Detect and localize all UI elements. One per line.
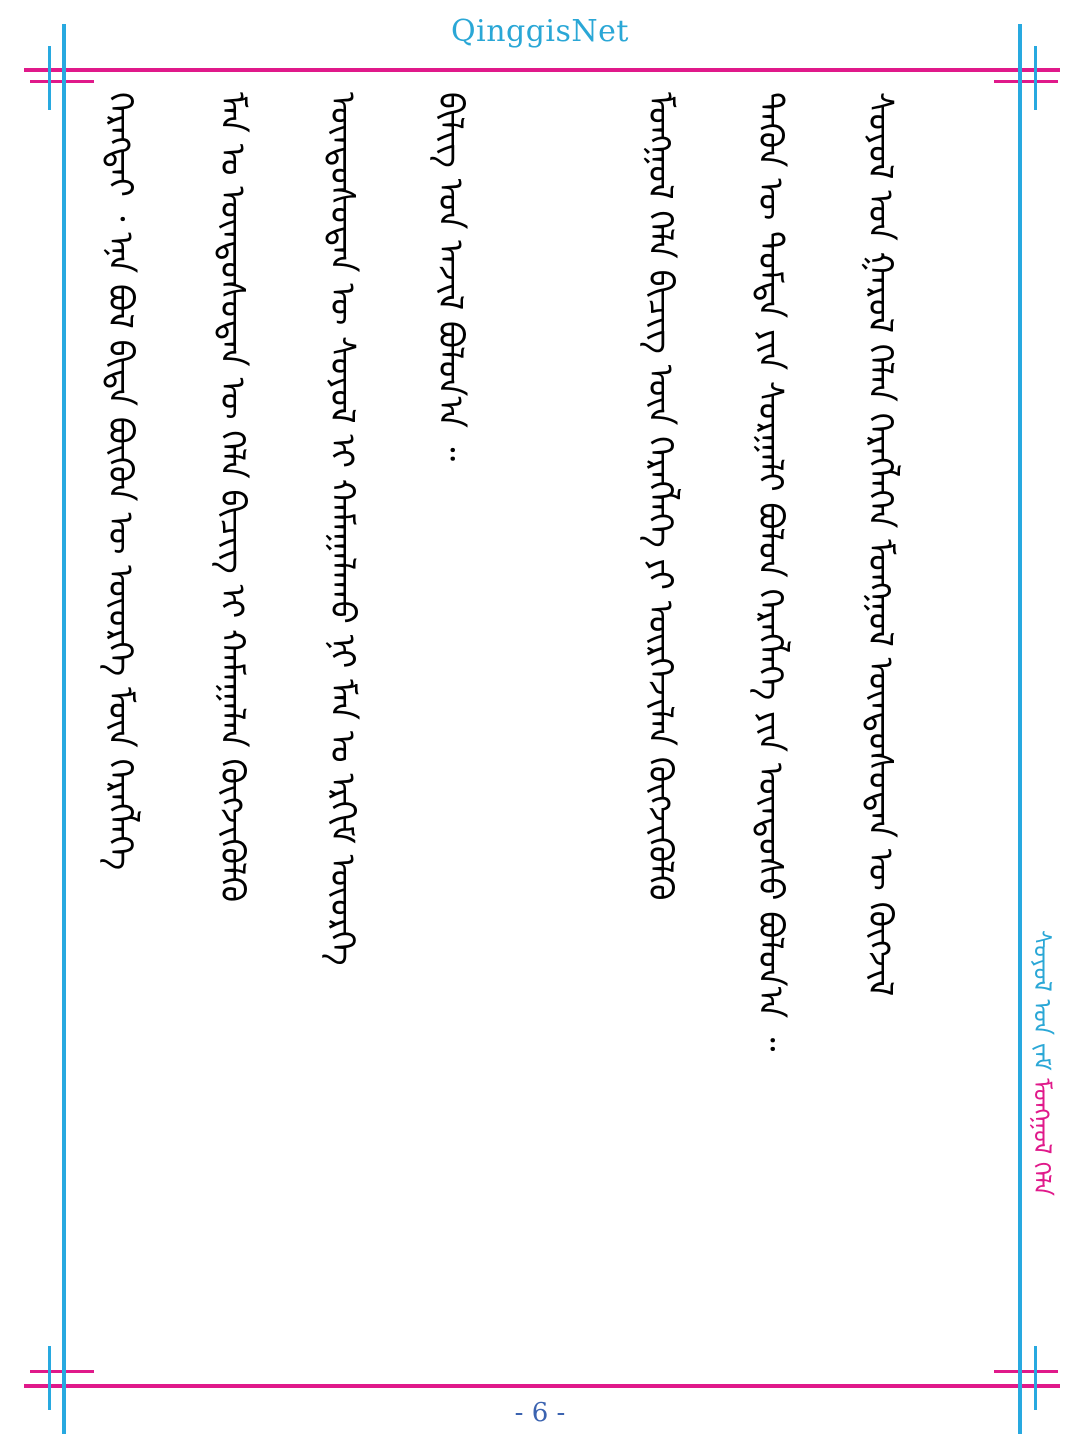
text-column: ᠬᠡᠷᠡᠭᠲᠡᠢ ᠂ ᠡᠨᠡ ᠪᠣᠯ ᠪᠢᠳᠡ ᠪᠦᠬᠦᠨ ᠦ ᠦᠦᠷᠭᠡ ᠮᠥᠨ ᠬᠡᠷᠡᠭᠯᠡᠭᠡ bbox=[100, 92, 140, 871]
frame-top-corner-right bbox=[994, 80, 1058, 83]
text-column: ᠲᠡᠭᠦᠨ ᠦ ᠳᠤᠮᠳᠠ ᠶᠢᠨ ᠰᠤᠷᠭᠠᠯᠢ ᠪᠣᠯᠣᠨ ᠬᠡᠷᠡᠭᠯᠡᠭᠡ ᠶᠢᠨ ᠦᠨᠳᠦᠰᠦ ᠪᠣᠯᠤᠨ᠎ᠠ ᠃ bbox=[750, 92, 790, 1052]
frame-bottom-corner-right bbox=[994, 1370, 1058, 1373]
header-brand: QinggisNet bbox=[451, 14, 629, 49]
frame-top-line bbox=[24, 68, 1060, 72]
side-title-part1: ᠰᠣᠶᠣᠯ ᠤᠨ ᠵᠠᠮ bbox=[1028, 930, 1056, 1079]
page-number: - 6 - bbox=[514, 1398, 566, 1428]
text-column: ᠪᠢᠯᠢᠭ ᠤᠨ ᠠᠵᠢᠯ ᠪᠣᠯᠤᠨ᠎ᠠ ᠃ bbox=[430, 92, 470, 462]
frame-bottom-line bbox=[24, 1384, 1060, 1388]
text-column: ᠦᠨᠳᠦᠰᠦᠲᠡᠨ ᠦ ᠰᠣᠶᠣᠯ ᠢ ᠬᠠᠮᠠᠭᠠᠯᠠᠬᠤ ᠨᠢ ᠮᠠᠨ ᠤ ᠡᠷᠬᠢᠮ ᠦᠦᠷᠭᠡ bbox=[322, 92, 362, 966]
text-column: ᠮᠣᠩᠭᠣᠯ ᠬᠡᠯᠡ ᠪᠢᠴᠢᠭ ᠦᠨ ᠬᠡᠷᠡᠭᠯᠡᠭᠡ ᠶᠢ ᠦᠷᠭᠡᠵᠢᠯᠡᠨ ᠬᠥᠭᠵᠢᠭᠦᠯᠬᠦ bbox=[640, 92, 680, 901]
text-column: ᠰᠣᠶᠣᠯ ᠤᠨ ᠭᠠᠷᠤᠯ ᠬᠡᠯᠡᠨ ᠬᠡᠷᠡᠭᠯᠡᠭᠡᠨ ᠮᠣᠩᠭᠣᠯ ᠦᠨᠳᠦᠰᠦᠲᠡᠨ ᠦ ᠬᠥᠭᠵᠢᠯ bbox=[860, 92, 900, 997]
body-text bbox=[0, 92, 1080, 1352]
text-column: ᠮᠠᠨ ᠤ ᠦᠨᠳᠦᠰᠦᠲᠡᠨ ᠦ ᠬᠡᠯᠡ ᠪᠢᠴᠢᠭ ᠢ ᠬᠠᠮᠠᠭᠠᠯᠠᠨ ᠬᠥᠭᠵᠢᠭᠦᠯᠬᠦ bbox=[212, 92, 252, 903]
side-title-part2: ᠮᠣᠩᠭᠣᠯ ᠬᠡᠯᠡ bbox=[1028, 1078, 1056, 1196]
